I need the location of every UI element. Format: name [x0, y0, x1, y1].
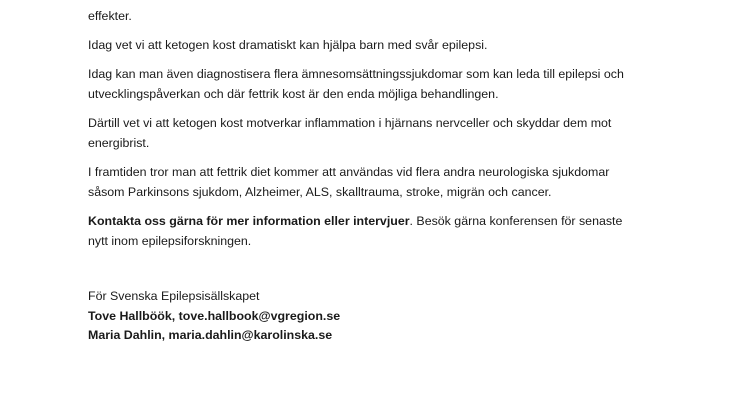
contact-text: nytt inom epilepsiforskningen.	[88, 234, 252, 248]
paragraph-line: såsom Parkinsons sjukdom, Alzheimer, ALS, skalltrauma, stroke, migrän och cancer.	[88, 185, 552, 199]
signature-person-2	[88, 326, 678, 346]
signature-person-1-text: Tove Hallböök, tove.hallbook@vgregion.se	[88, 308, 341, 323]
paragraph-line: energibrist.	[88, 136, 150, 150]
signature-org: För Svenska Epilepsisällskapet	[88, 289, 260, 303]
paragraph-line: Därtill vet vi att ketogen kost motverkar inflammation i hjärnans nervceller och skyddar dem mot	[88, 116, 612, 130]
contact-bold-text: Kontakta oss gärna för mer information eller intervjuer	[88, 214, 410, 228]
paragraph-line: utvecklingspåverkan och där fettrik kost är den enda möjliga behandlingen.	[88, 87, 499, 101]
signature-person-2-text: Maria Dahlin, maria.dahlin@karolinska.se	[88, 328, 333, 342]
document-body	[88, 0, 678, 346]
signature-block	[88, 287, 678, 346]
signature-person-1	[88, 307, 678, 327]
paragraph-effects	[88, 0, 678, 26]
paragraph-line: Idag kan man även diagnostisera flera ämnesomsättningssjukdomar som kan leda till epilepsi och	[88, 67, 624, 81]
paragraph-line: effekter.	[88, 9, 132, 23]
cut-off-line	[88, 0, 678, 6]
paragraph-contact	[88, 211, 678, 251]
paragraph-line: Idag vet vi att ketogen kost dramatiskt kan hjälpa barn med svår epilepsi.	[88, 38, 488, 52]
paragraph-ketogen-children	[88, 35, 678, 55]
contact-text: . Besök gärna konferensen för senaste	[409, 214, 623, 228]
paragraph-line: I framtiden tror man att fettrik diet kommer att användas vid flera andra neurologiska sjukdomar	[88, 165, 610, 179]
paragraph-future	[88, 162, 678, 202]
paragraph-metabolic-diseases	[88, 64, 678, 104]
paragraph-inflammation	[88, 113, 678, 153]
